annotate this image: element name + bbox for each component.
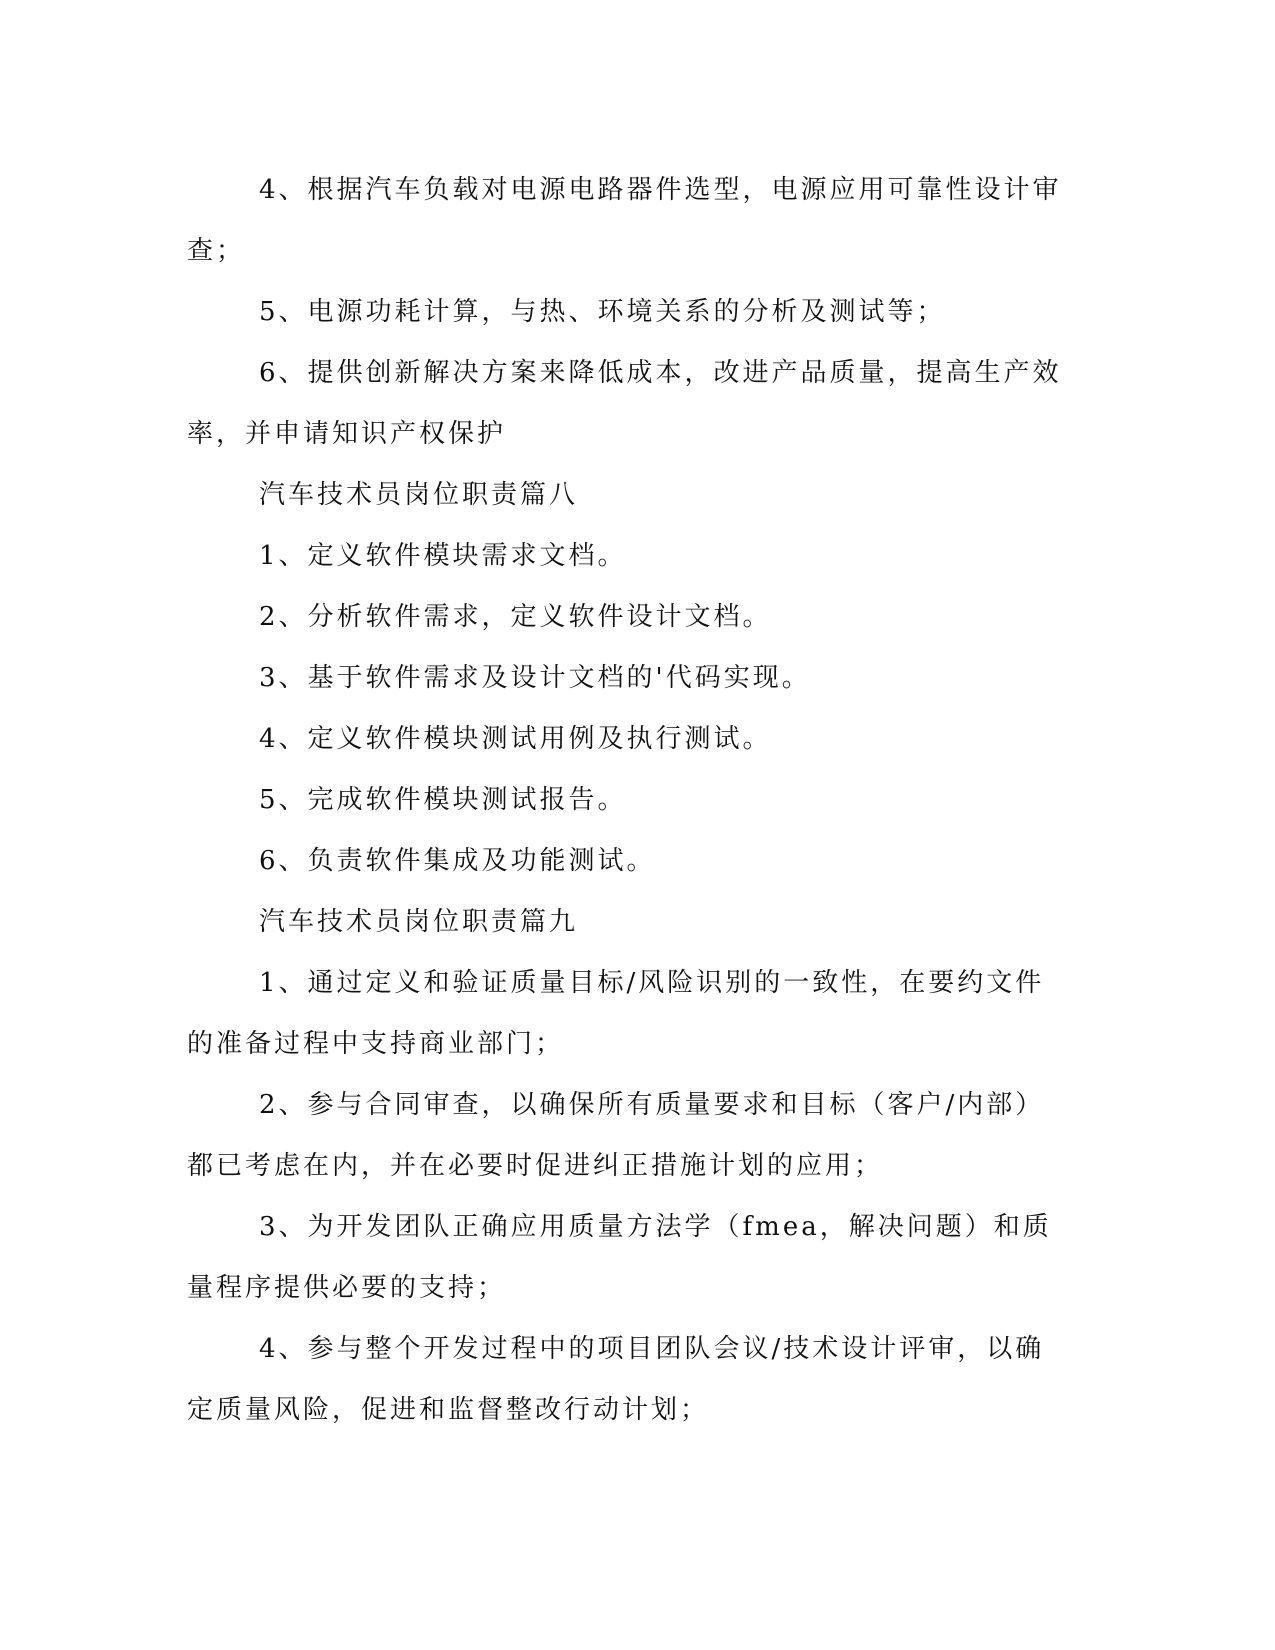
section-8-item-5: 5、完成软件模块测试报告。: [259, 785, 627, 815]
section-8-item-2: 2、分析软件需求，定义软件设计文档。: [259, 602, 772, 632]
section-9-item-2: 2、参与合同审查，以确保所有质量要求和目标（客户/内部）都已考虑在内，并在必要时促进纠正措施计划的应用；: [187, 1090, 1045, 1181]
section-8-item-6: 6、负责软件集成及功能测试。: [259, 846, 656, 876]
paragraph-item-4: 4、根据汽车负载对电源电路器件选型，电源应用可靠性设计审查；: [187, 175, 1062, 266]
section-8-item-4: 4、定义软件模块测试用例及执行测试。: [259, 724, 772, 754]
section-9-item-3: 3、为开发团队正确应用质量方法学（fmea，解决问题）和质量程序提供必要的支持；: [187, 1212, 1052, 1303]
paragraph-item-5: 5、电源功耗计算，与热、环境关系的分析及测试等；: [259, 297, 946, 327]
section-9-title: 汽车技术员岗位职责篇九: [259, 907, 579, 937]
document-body: [187, 160, 1067, 1441]
section-8-item-1: 1、定义软件模块需求文档。: [259, 541, 627, 571]
section-8-item-3: 3、基于软件需求及设计文档的'代码实现。: [259, 663, 811, 693]
section-9-item-4: 4、参与整个开发过程中的项目团队会议/技术设计评审，以确定质量风险，促进和监督整改行动计划；: [187, 1334, 1045, 1425]
section-9-item-1: 1、通过定义和验证质量目标/风险识别的一致性，在要约文件的准备过程中支持商业部门；: [187, 968, 1045, 1059]
section-8-title: 汽车技术员岗位职责篇八: [259, 480, 579, 510]
paragraph-item-6: 6、提供创新解决方案来降低成本，改进产品质量，提高生产效率，并申请知识产权保护: [187, 358, 1062, 449]
